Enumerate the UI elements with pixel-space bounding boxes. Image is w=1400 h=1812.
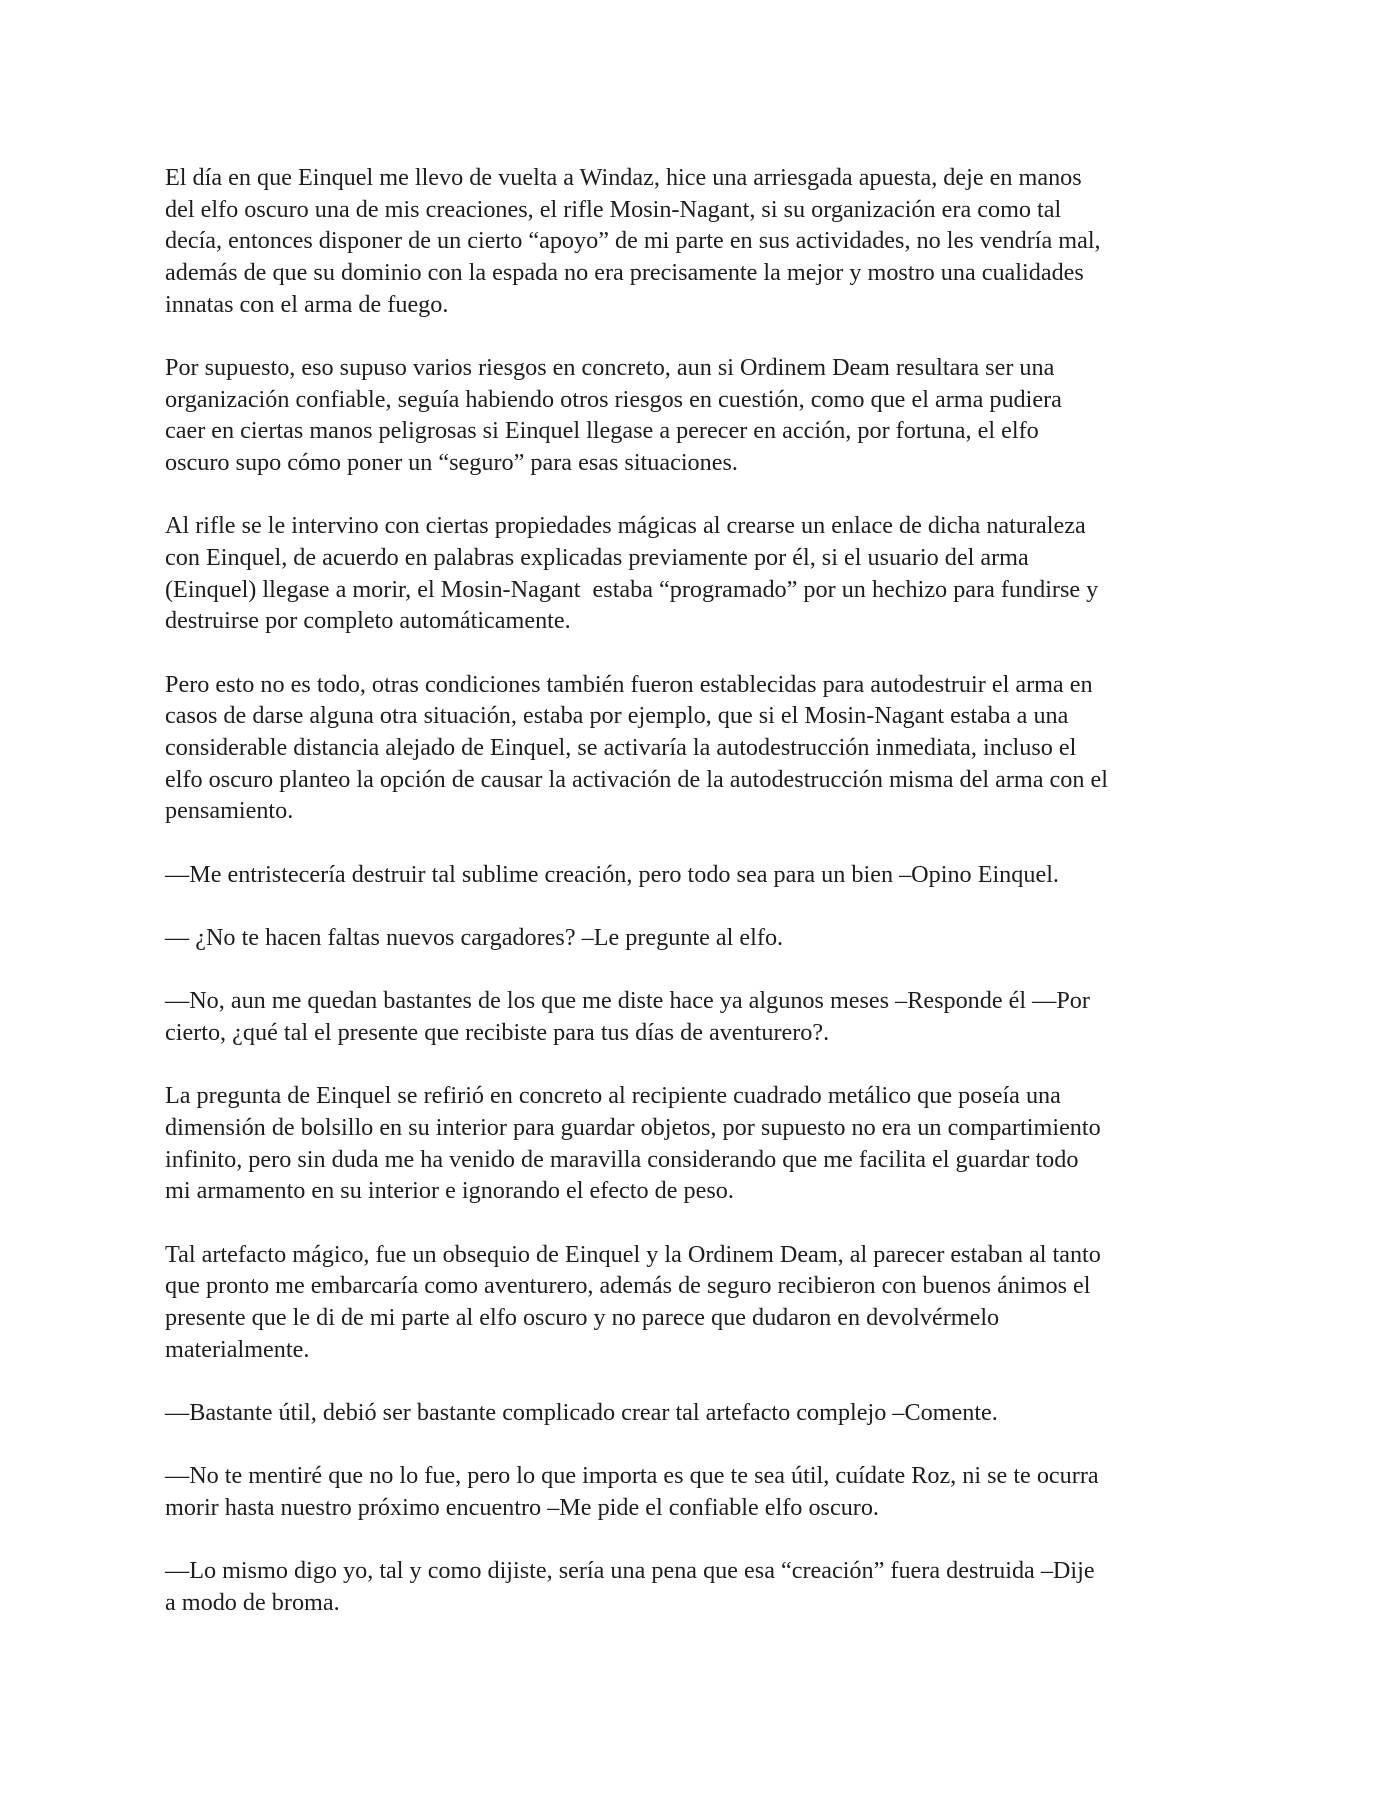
text-line: infinito, pero sin duda me ha venido de maravilla considerando que me facilita el guardar todo bbox=[165, 1145, 1079, 1173]
paragraph bbox=[165, 1080, 1245, 1207]
text-line: Pero esto no es todo, otras condiciones también fueron establecidas para autodestruir el arma en bbox=[165, 670, 1093, 698]
text-line: presente que le di de mi parte al elfo oscuro y no parece que dudaron en devolvérmelo bbox=[165, 1304, 1000, 1331]
text-line: que pronto me embarcaría como aventurero, además de seguro recibieron con buenos ánimos el bbox=[165, 1272, 1091, 1300]
text-line: pensamiento. bbox=[165, 797, 294, 825]
text-line: considerable distancia alejado de Einquel, se activaría la autodestrucción inmediata, incluso el bbox=[165, 734, 1077, 762]
text-line: dimensión de bolsillo en su interior para guardar objetos, por supuesto no era un compartimiento bbox=[165, 1113, 1101, 1141]
paragraph bbox=[165, 510, 1245, 637]
text-line: organización confiable, seguía habiendo otros riesgos en cuestión, como que el arma pudiera bbox=[165, 385, 1062, 413]
text-line: oscuro supo cómo poner un “seguro” para esas situaciones. bbox=[165, 449, 738, 477]
text-line: a modo de broma. bbox=[165, 1588, 340, 1616]
text-line: casos de darse alguna otra situación, estaba por ejemplo, que si el Mosin-Nagant estaba a una bbox=[165, 702, 1069, 730]
text-line: innatas con el arma de fuego. bbox=[165, 290, 449, 318]
text-line: — ¿No te hacen faltas nuevos cargadores? –Le pregunte al elfo. bbox=[165, 924, 784, 952]
text-line: además de que su dominio con la espada no era precisamente la mejor y mostro una cualidades bbox=[165, 259, 1084, 287]
text-line: —Lo mismo digo yo, tal y como dijiste, sería una pena que esa “creación” fuera destruida –Dije bbox=[165, 1557, 1095, 1585]
paragraph bbox=[165, 1460, 1245, 1523]
text-line: Por supuesto, eso supuso varios riesgos en concreto, aun si Ordinem Deam resultara ser una bbox=[165, 354, 1055, 382]
text-line: destruirse por completo automáticamente. bbox=[165, 607, 571, 635]
text-line: con Einquel, de acuerdo en palabras explicadas previamente por él, si el usuario del arma bbox=[165, 544, 1029, 572]
paragraph bbox=[165, 859, 1245, 891]
text-line: materialmente. bbox=[165, 1335, 310, 1363]
text-line: —No, aun me quedan bastantes de los que me diste hace ya algunos meses –Responde él —Por bbox=[165, 987, 1090, 1015]
document-body bbox=[165, 162, 1245, 1650]
text-line: —Me entristecería destruir tal sublime creación, pero todo sea para un bien –Opino Einquel. bbox=[165, 860, 1059, 888]
paragraph bbox=[165, 985, 1245, 1048]
text-line: La pregunta de Einquel se refirió en concreto al recipiente cuadrado metálico que poseía una bbox=[165, 1082, 1061, 1110]
text-line: caer en ciertas manos peligrosas si Einquel llegase a perecer en acción, por fortuna, el elfo bbox=[165, 417, 1039, 445]
paragraph bbox=[165, 1555, 1245, 1618]
text-line: Tal artefacto mágico, fue un obsequio de Einquel y la Ordinem Deam, al parecer estaban al tanto bbox=[165, 1240, 1101, 1268]
text-line: Al rifle se le intervino con ciertas propiedades mágicas al crearse un enlace de dicha naturaleza bbox=[165, 512, 1086, 540]
paragraph bbox=[165, 669, 1245, 827]
text-line: (Einquel) llegase a morir, el Mosin-Nagant estaba “programado” por un hechizo para fundirse y bbox=[165, 575, 1099, 603]
paragraph bbox=[165, 162, 1245, 320]
text-line: cierto, ¿qué tal el presente que recibiste para tus días de aventurero?. bbox=[165, 1019, 830, 1046]
paragraph bbox=[165, 922, 1245, 954]
text-line: morir hasta nuestro próximo encuentro –Me pide el confiable elfo oscuro. bbox=[165, 1493, 879, 1521]
paragraph bbox=[165, 1239, 1245, 1366]
paragraph bbox=[165, 1397, 1245, 1429]
text-line: —No te mentiré que no lo fue, pero lo que importa es que te sea útil, cuídate Roz, ni se te ocurra bbox=[165, 1462, 1099, 1490]
paragraph bbox=[165, 352, 1245, 479]
text-line: del elfo oscuro una de mis creaciones, el rifle Mosin-Nagant, si su organización era como tal bbox=[165, 195, 1062, 223]
text-line: decía, entonces disponer de un cierto “apoyo” de mi parte en sus actividades, no les vendría mal, bbox=[165, 227, 1101, 255]
text-line: —Bastante útil, debió ser bastante complicado crear tal artefacto complejo –Comente. bbox=[165, 1398, 998, 1426]
text-line: mi armamento en su interior e ignorando el efecto de peso. bbox=[165, 1177, 734, 1205]
text-line: elfo oscuro planteo la opción de causar la activación de la autodestrucción misma del arma con el bbox=[165, 765, 1108, 793]
text-line: El día en que Einquel me llevo de vuelta a Windaz, hice una arriesgada apuesta, deje en manos bbox=[165, 164, 1082, 191]
